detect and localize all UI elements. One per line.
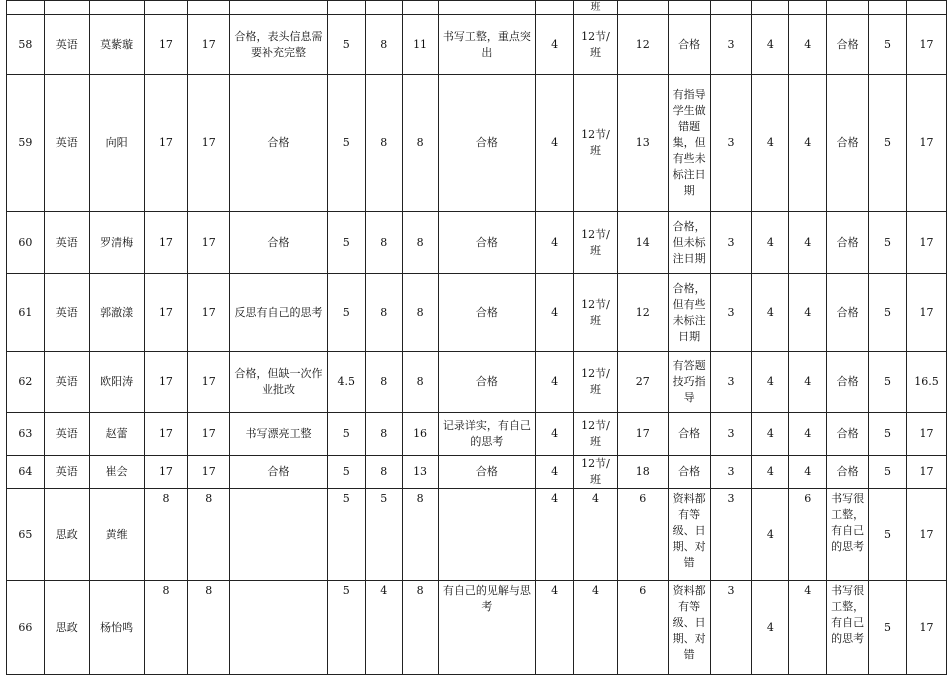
score: 17 [188, 352, 230, 413]
score: 3 [710, 352, 752, 413]
score: 4 [536, 456, 574, 489]
score: 13 [402, 456, 438, 489]
evaluation-table [6, 0, 947, 675]
score: 8 [144, 489, 188, 581]
score: 8 [365, 15, 402, 75]
row-number: 66 [7, 581, 45, 675]
score: 5 [869, 274, 907, 352]
score: 3 [710, 413, 752, 456]
score: 4 [536, 212, 574, 274]
score: 4 [365, 581, 402, 675]
cell [144, 1, 188, 15]
score: 4 [536, 15, 574, 75]
score: 5 [327, 15, 365, 75]
teacher-name: 罗清梅 [89, 212, 144, 274]
cell [230, 1, 328, 15]
comment: 合格 [827, 352, 869, 413]
score: 4 [752, 212, 789, 274]
total: 17 [906, 581, 946, 675]
total: 17 [906, 456, 946, 489]
table-row [7, 274, 947, 352]
score: 5 [327, 581, 365, 675]
row-number: 60 [7, 212, 45, 274]
comment [230, 581, 328, 675]
table-row [7, 489, 947, 581]
score: 8 [402, 352, 438, 413]
score: 6 [617, 489, 668, 581]
score: 4 [789, 581, 827, 675]
subject: 英语 [44, 352, 89, 413]
score: 17 [144, 456, 188, 489]
subject: 思政 [44, 581, 89, 675]
comment: 合格 [230, 212, 328, 274]
lessons: 4 [574, 581, 618, 675]
comment [438, 489, 536, 581]
score: 4 [789, 212, 827, 274]
comment: 合格 [438, 352, 536, 413]
score: 8 [365, 274, 402, 352]
comment: 合格 [438, 75, 536, 212]
score: 11 [402, 15, 438, 75]
score: 12 [617, 15, 668, 75]
table-row [7, 581, 947, 675]
score: 4 [789, 456, 827, 489]
score: 5 [869, 489, 907, 581]
lessons: 12节/班 [574, 413, 618, 456]
lessons: 12节/班 [574, 75, 618, 212]
comment: 有自己的见解与思考 [438, 581, 536, 675]
lessons: 12节/班 [574, 212, 618, 274]
teacher-name: 欧阳涛 [89, 352, 144, 413]
comment: 书写漂亮工整 [230, 413, 328, 456]
score: 4 [752, 489, 789, 581]
row-number: 59 [7, 75, 45, 212]
score: 3 [710, 489, 752, 581]
score: 17 [144, 75, 188, 212]
score: 5 [327, 456, 365, 489]
score: 5 [327, 274, 365, 352]
score: 4 [789, 75, 827, 212]
score: 5 [869, 75, 907, 212]
comment: 有指导学生做错题集，但有些未标注日期 [668, 75, 710, 212]
score: 17 [188, 15, 230, 75]
table-row-fragment [7, 1, 947, 15]
score: 17 [144, 413, 188, 456]
score: 8 [402, 581, 438, 675]
score: 4 [536, 274, 574, 352]
fragment-cell: 班 [574, 1, 618, 15]
score: 5 [869, 15, 907, 75]
comment: 有答题技巧指导 [668, 352, 710, 413]
score: 4 [752, 413, 789, 456]
score: 8 [402, 212, 438, 274]
score: 8 [365, 75, 402, 212]
subject: 英语 [44, 75, 89, 212]
cell [869, 1, 907, 15]
comment: 合格 [827, 413, 869, 456]
score: 3 [710, 456, 752, 489]
cell [710, 1, 752, 15]
teacher-name: 赵蕾 [89, 413, 144, 456]
cell [402, 1, 438, 15]
score: 5 [327, 212, 365, 274]
score: 4 [789, 352, 827, 413]
score: 5 [869, 581, 907, 675]
lessons: 12节/班 [574, 15, 618, 75]
row-number: 65 [7, 489, 45, 581]
comment: 合格 [827, 274, 869, 352]
score: 4 [752, 456, 789, 489]
comment: 合格 [230, 456, 328, 489]
score: 4 [752, 352, 789, 413]
score: 8 [365, 212, 402, 274]
score: 4 [752, 274, 789, 352]
comment: 合格 [668, 456, 710, 489]
score: 17 [188, 75, 230, 212]
lessons: 12节/班 [574, 456, 618, 489]
table-row [7, 212, 947, 274]
score: 8 [402, 274, 438, 352]
row-number: 61 [7, 274, 45, 352]
score: 16 [402, 413, 438, 456]
score: 4 [752, 581, 789, 675]
subject: 英语 [44, 15, 89, 75]
score: 4 [789, 15, 827, 75]
cell [789, 1, 827, 15]
cell [668, 1, 710, 15]
cell [617, 1, 668, 15]
score: 6 [617, 581, 668, 675]
cell [89, 1, 144, 15]
lessons: 4 [574, 489, 618, 581]
score: 17 [188, 413, 230, 456]
score: 4 [752, 15, 789, 75]
score: 3 [710, 15, 752, 75]
score: 3 [710, 581, 752, 675]
row-number: 63 [7, 413, 45, 456]
score: 4 [536, 413, 574, 456]
comment: 合格 [827, 75, 869, 212]
table-row [7, 413, 947, 456]
subject: 英语 [44, 456, 89, 489]
lessons: 12节/班 [574, 352, 618, 413]
score: 17 [144, 274, 188, 352]
cell [827, 1, 869, 15]
score: 17 [617, 413, 668, 456]
row-number: 62 [7, 352, 45, 413]
teacher-name: 崔会 [89, 456, 144, 489]
comment: 合格，但缺一次作业批改 [230, 352, 328, 413]
score: 4 [536, 489, 574, 581]
teacher-name: 莫紫璇 [89, 15, 144, 75]
score: 5 [327, 75, 365, 212]
score: 5 [869, 212, 907, 274]
score: 8 [402, 489, 438, 581]
total: 17 [906, 75, 946, 212]
comment: 合格，但未标注日期 [668, 212, 710, 274]
score: 17 [144, 352, 188, 413]
subject: 英语 [44, 413, 89, 456]
cell [44, 1, 89, 15]
cell [438, 1, 536, 15]
comment: 合格 [438, 274, 536, 352]
score: 12 [617, 274, 668, 352]
score: 14 [617, 212, 668, 274]
comment: 合格 [827, 212, 869, 274]
score: 5 [365, 489, 402, 581]
score: 5 [327, 413, 365, 456]
teacher-name: 杨怡鸣 [89, 581, 144, 675]
score: 5 [869, 352, 907, 413]
comment: 合格 [438, 456, 536, 489]
subject: 英语 [44, 212, 89, 274]
table-row [7, 15, 947, 75]
score: 4 [536, 75, 574, 212]
cell [7, 1, 45, 15]
teacher-name: 向阳 [89, 75, 144, 212]
table-row [7, 352, 947, 413]
comment: 书写工整，重点突出 [438, 15, 536, 75]
comment: 书写很工整，有自己的思考 [827, 581, 869, 675]
score: 27 [617, 352, 668, 413]
score: 18 [617, 456, 668, 489]
comment: 资料都有等级、日期、对错 [668, 489, 710, 581]
comment: 合格，表头信息需要补充完整 [230, 15, 328, 75]
comment: 合格，但有些未标注日期 [668, 274, 710, 352]
score: 13 [617, 75, 668, 212]
total: 17 [906, 489, 946, 581]
comment [230, 489, 328, 581]
score: 4 [536, 352, 574, 413]
total: 17 [906, 212, 946, 274]
score: 8 [365, 413, 402, 456]
teacher-name: 黄维 [89, 489, 144, 581]
score: 8 [365, 352, 402, 413]
score: 4 [789, 413, 827, 456]
score: 17 [188, 212, 230, 274]
score: 17 [188, 456, 230, 489]
lessons: 12节/班 [574, 274, 618, 352]
comment: 反思有自己的思考 [230, 274, 328, 352]
cell [906, 1, 946, 15]
comment: 书写很工整，有自己的思考 [827, 489, 869, 581]
total: 17 [906, 274, 946, 352]
score: 5 [327, 489, 365, 581]
score: 3 [710, 212, 752, 274]
total: 17 [906, 15, 946, 75]
score: 17 [144, 15, 188, 75]
table-row [7, 75, 947, 212]
total: 17 [906, 413, 946, 456]
score: 4 [789, 274, 827, 352]
subject: 思政 [44, 489, 89, 581]
teacher-name: 郭澈漾 [89, 274, 144, 352]
score: 8 [144, 581, 188, 675]
comment: 合格 [668, 413, 710, 456]
score: 4 [536, 581, 574, 675]
score: 3 [710, 75, 752, 212]
score: 4 [752, 75, 789, 212]
comment: 合格 [230, 75, 328, 212]
comment: 合格 [827, 15, 869, 75]
row-number: 58 [7, 15, 45, 75]
score: 17 [188, 274, 230, 352]
row-number: 64 [7, 456, 45, 489]
score: 8 [365, 456, 402, 489]
score: 17 [144, 212, 188, 274]
score: 5 [869, 456, 907, 489]
score: 8 [188, 489, 230, 581]
cell [188, 1, 230, 15]
score: 6 [789, 489, 827, 581]
table-row [7, 456, 947, 489]
score: 8 [402, 75, 438, 212]
cell [365, 1, 402, 15]
score: 5 [869, 413, 907, 456]
comment: 合格 [668, 15, 710, 75]
comment: 记录详实，有自己的思考 [438, 413, 536, 456]
score: 4.5 [327, 352, 365, 413]
comment: 资料都有等级、日期、对错 [668, 581, 710, 675]
score: 3 [710, 274, 752, 352]
cell [536, 1, 574, 15]
total: 16.5 [906, 352, 946, 413]
comment: 合格 [438, 212, 536, 274]
comment: 合格 [827, 456, 869, 489]
subject: 英语 [44, 274, 89, 352]
cell [752, 1, 789, 15]
cell [327, 1, 365, 15]
score: 8 [188, 581, 230, 675]
